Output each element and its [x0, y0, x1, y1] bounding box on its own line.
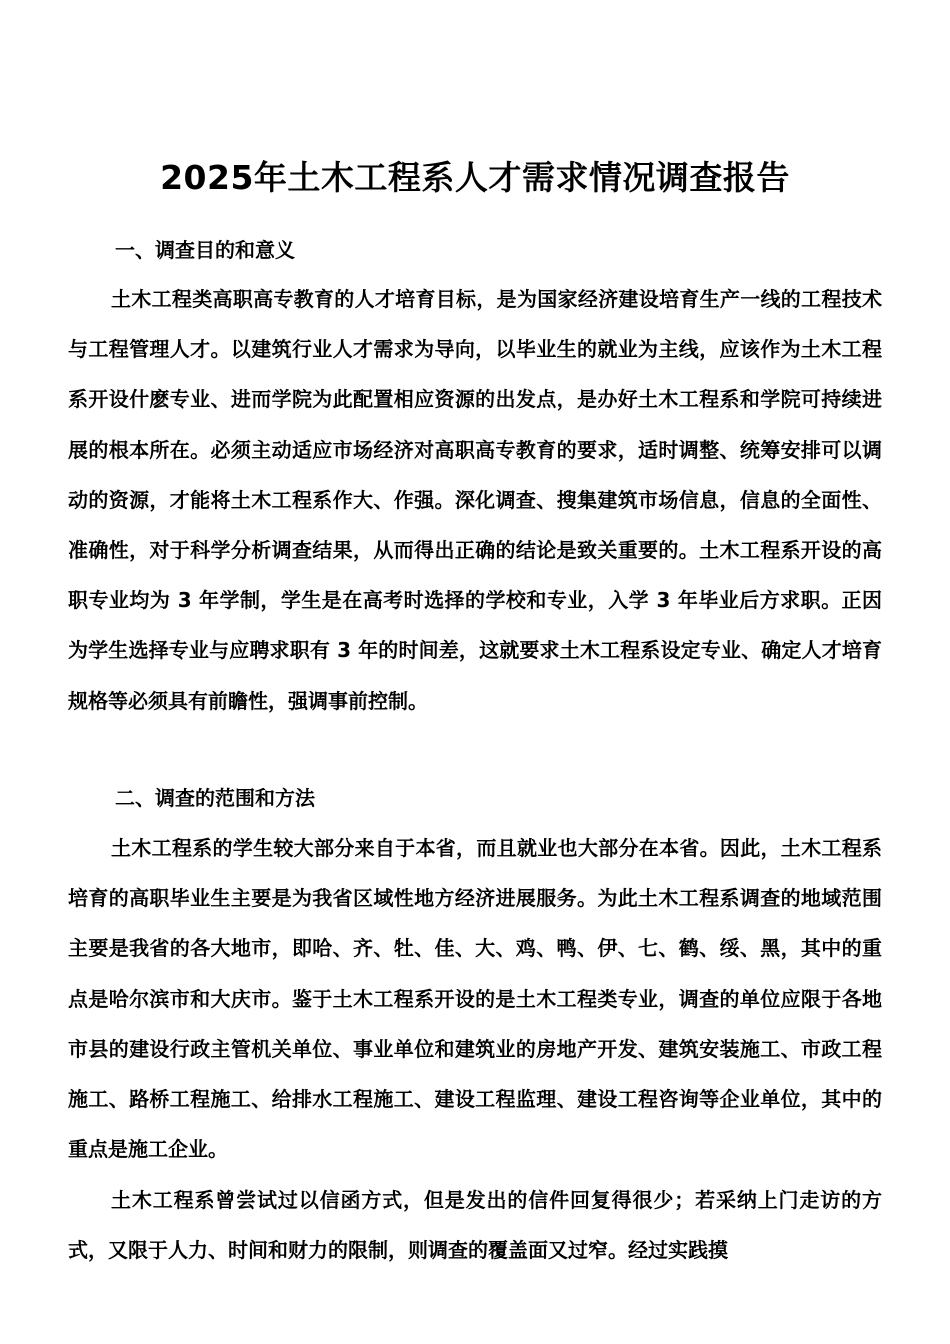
- body-paragraph: 土木工程系的学生较大部分来自于本省，而且就业也大部分在本省。因此，土木工程系培育的高职毕业生主要是为我省区域性地方经济进展服务。为此土木工程系调查的地域范围主要是我省的各大地市，即哈、齐、牡、佳、大、鸡、鸭、伊、七、鹤、绥、黑，其中的重点是哈尔滨市和大庆市。鉴于土木工程系开设的是土木工程类专业，调查的单位应限于各地市县的建设行政主管机关单位、事业单位和建筑业的房地产开发、建筑安装施工、市政工程施工、路桥工程施工、给排水工程施工、建设工程监理、建设工程咨询等企业单位，其中的重点是施工企业。: [68, 836, 882, 1162]
- document-title: 2025年土木工程系人才需求情况调查报告: [160, 158, 790, 197]
- section-heading: 一、调查目的和意义: [115, 238, 295, 262]
- section-heading: 二、调查的范围和方法: [115, 786, 315, 810]
- body-paragraph: 土木工程类高职高专教育的人才培育目标，是为国家经济建设培育生产一线的工程技术与工程管理人才。以建筑行业人才需求为导向，以毕业生的就业为主线，应该作为土木工程系开设什麽专业、进而学院为此配置相应资源的出发点，是办好土木工程系和学院可持续进展的根本所在。必须主动适应市场经济对高职高专教育的要求，适时调整、统筹安排可以调动的资源，才能将土木工程系作大、作强。深化调查、搜集建筑市场信息，信息的全面性、准确性，对于科学分析调查结果，从而得出正确的结论是致关重要的。土木工程系开设的高职专业均为 3 年学制，学生是在高考时选择的学校和专业，入学 3 年毕业后方求职。正因为学生选择专业与应聘求职有 3 年的时间差，这就要求土木工程系设定专业、确定人才培育规格等必须具有前瞻性，强调事前控制。: [68, 287, 882, 713]
- body-paragraph: 土木工程系曾尝试过以信函方式，但是发出的信件回复得很少；若采纳上门走访的方式，又限于人力、时间和财力的限制，则调查的覆盖面又过窄。经过实践摸: [68, 1188, 882, 1263]
